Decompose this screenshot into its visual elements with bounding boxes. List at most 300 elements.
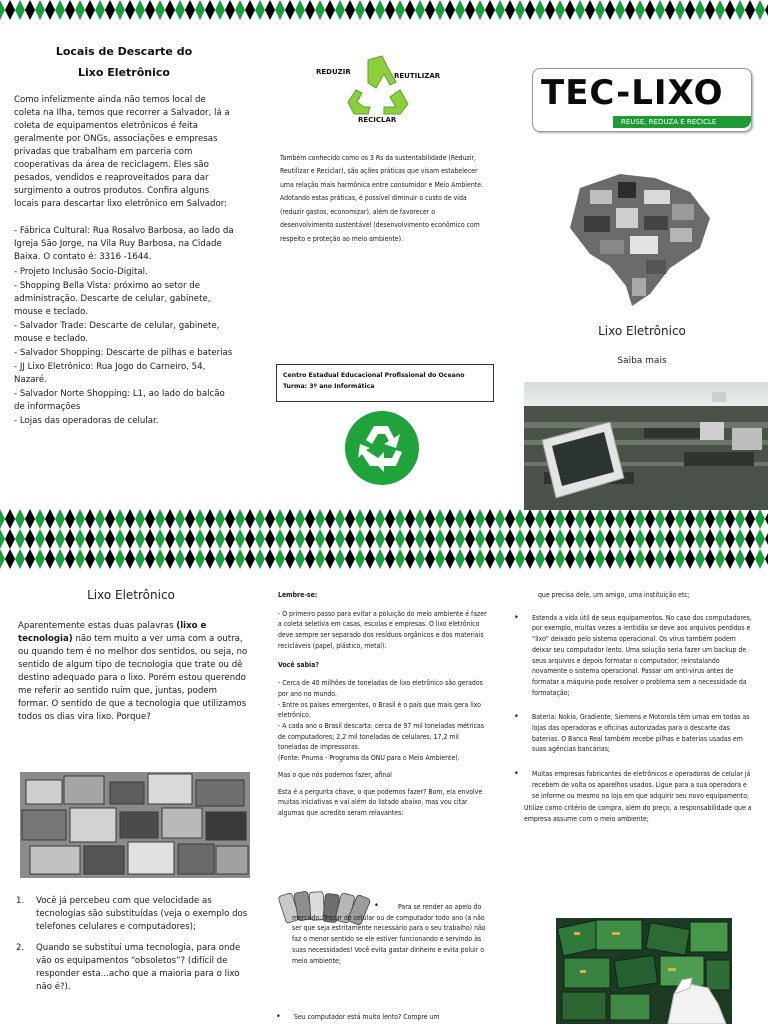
checker-diamond bbox=[685, 509, 695, 529]
checker-diamond bbox=[585, 509, 595, 529]
ewaste-pile-photo bbox=[20, 772, 250, 878]
checker-diamond bbox=[155, 0, 165, 20]
checker-diamond bbox=[295, 0, 305, 20]
checker-diamond bbox=[395, 509, 405, 529]
checker-diamond bbox=[195, 0, 205, 20]
continuation-line: que precisa dele, um amigo, uma instituição etc; bbox=[538, 591, 690, 599]
checker-diamond bbox=[75, 0, 85, 20]
checker-diamond bbox=[415, 0, 425, 20]
checker-diamond bbox=[25, 529, 35, 549]
checker-diamond bbox=[115, 549, 125, 569]
checker-diamond bbox=[155, 549, 165, 569]
checker-diamond bbox=[645, 529, 655, 549]
checker-diamond bbox=[695, 509, 705, 529]
checker-diamond bbox=[445, 529, 455, 549]
checker-diamond bbox=[535, 509, 545, 529]
checker-diamond bbox=[285, 0, 295, 20]
checker-diamond bbox=[295, 529, 305, 549]
checker-diamond bbox=[715, 549, 725, 569]
right-panel-subtitle: Saiba mais bbox=[617, 356, 667, 366]
checker-diamond bbox=[145, 509, 155, 529]
checker-diamond bbox=[285, 529, 295, 549]
checker-diamond bbox=[465, 549, 475, 569]
panel-facts bbox=[278, 590, 490, 819]
checker-diamond bbox=[635, 549, 645, 569]
checker-diamond bbox=[365, 0, 375, 20]
checker-diamond bbox=[405, 0, 415, 20]
checker-diamond bbox=[85, 509, 95, 529]
checker-diamond bbox=[435, 549, 445, 569]
checker-diamond bbox=[35, 549, 45, 569]
checker-diamond bbox=[295, 549, 305, 569]
panel-title: Lixo Eletrônico bbox=[87, 588, 175, 602]
checker-diamond bbox=[165, 0, 175, 20]
checker-diamond bbox=[505, 549, 515, 569]
checker-diamond bbox=[95, 549, 105, 569]
checker-diamond bbox=[645, 0, 655, 20]
checker-diamond bbox=[275, 549, 285, 569]
checker-diamond bbox=[695, 0, 705, 20]
checker-diamond bbox=[745, 549, 755, 569]
ewaste-landfill-photo bbox=[524, 382, 768, 510]
checker-diamond bbox=[75, 509, 85, 529]
checker-diamond bbox=[105, 529, 115, 549]
checker-diamond bbox=[625, 529, 635, 549]
list-item: - Shopping Bella Vista: próximo ao setor de administração. Descarte de celular, gabinete, mouse e teclado. bbox=[14, 280, 211, 317]
checker-diamond bbox=[215, 0, 225, 20]
checker-diamond bbox=[325, 549, 335, 569]
checker-diamond bbox=[635, 0, 645, 20]
list-item: - JJ Lixo Eletrônico: Rua Jogo do Carneiro, 54, Nazaré. bbox=[14, 361, 206, 386]
checker-diamond bbox=[545, 0, 555, 20]
locations-list bbox=[14, 225, 234, 428]
checker-diamond bbox=[715, 529, 725, 549]
checker-diamond bbox=[75, 529, 85, 549]
checker-diamond bbox=[565, 0, 575, 20]
checker-diamond bbox=[655, 0, 665, 20]
checker-diamond bbox=[265, 0, 275, 20]
checker-diamond bbox=[585, 549, 595, 569]
checker-diamond bbox=[155, 509, 165, 529]
checker-diamond bbox=[745, 529, 755, 549]
facts-list bbox=[278, 678, 490, 764]
checker-diamond bbox=[595, 509, 605, 529]
checker-diamond bbox=[15, 549, 25, 569]
checker-diamond bbox=[385, 549, 395, 569]
checker-diamond bbox=[605, 529, 615, 549]
checker-diamond bbox=[255, 529, 265, 549]
checker-diamond bbox=[305, 549, 315, 569]
checker-diamond bbox=[55, 0, 65, 20]
checker-diamond bbox=[5, 549, 15, 569]
checker-diamond bbox=[15, 0, 25, 20]
checker-diamond bbox=[455, 0, 465, 20]
checker-diamond bbox=[575, 549, 585, 569]
checker-diamond bbox=[675, 529, 685, 549]
checker-diamond bbox=[665, 529, 675, 549]
checker-diamond bbox=[485, 549, 495, 569]
checker-band-middle bbox=[0, 509, 768, 569]
bold-keywords: (lixo e tecnologia) bbox=[18, 621, 207, 645]
checker-diamond bbox=[345, 549, 355, 569]
checker-diamond bbox=[655, 509, 665, 529]
checker-diamond bbox=[665, 549, 675, 569]
checker-diamond bbox=[355, 529, 365, 549]
checker-diamond bbox=[265, 529, 275, 549]
checker-diamond bbox=[505, 0, 515, 20]
checker-diamond bbox=[575, 529, 585, 549]
checker-diamond bbox=[325, 529, 335, 549]
checker-diamond bbox=[405, 529, 415, 549]
checker-diamond bbox=[735, 509, 745, 529]
answer-paragraph: Esta é a pergunta chave, o que podemos fazer? Bom, ela envolve muitas iniciativas e vai além do listado abaixo, mas vou citar algumas que acredito seram relavantes: bbox=[278, 787, 483, 817]
checker-diamond bbox=[235, 549, 245, 569]
checker-diamond bbox=[275, 529, 285, 549]
lembre-heading: Lembre-se: bbox=[278, 591, 318, 599]
checker-diamond bbox=[395, 529, 405, 549]
checker-diamond bbox=[25, 509, 35, 529]
checker-diamond bbox=[755, 549, 765, 569]
checker-diamond bbox=[25, 549, 35, 569]
checker-diamond bbox=[605, 509, 615, 529]
checker-diamond bbox=[345, 509, 355, 529]
list-item: - Salvador Norte Shopping: L1, ao lado do balcão de informações bbox=[14, 389, 225, 413]
checker-diamond bbox=[405, 509, 415, 529]
checker-diamond bbox=[55, 509, 65, 529]
checker-diamond bbox=[55, 549, 65, 569]
list-item: - Lojas das operadoras de celular. bbox=[14, 416, 159, 427]
checker-diamond bbox=[325, 0, 335, 20]
checker-diamond bbox=[315, 509, 325, 529]
checker-diamond bbox=[95, 529, 105, 549]
checker-diamond bbox=[615, 0, 625, 20]
questions-list bbox=[16, 895, 250, 1002]
checker-diamond bbox=[225, 549, 235, 569]
checker-diamond bbox=[565, 549, 575, 569]
checker-diamond bbox=[475, 0, 485, 20]
checker-diamond bbox=[675, 549, 685, 569]
checker-diamond bbox=[235, 0, 245, 20]
checker-diamond bbox=[645, 509, 655, 529]
checker-diamond bbox=[255, 0, 265, 20]
checker-diamond bbox=[465, 529, 475, 549]
checker-diamond bbox=[255, 549, 265, 569]
teclixo-logo bbox=[532, 68, 752, 132]
checker-diamond bbox=[345, 0, 355, 20]
checker-diamond bbox=[175, 549, 185, 569]
checker-diamond bbox=[575, 509, 585, 529]
checker-diamond bbox=[555, 0, 565, 20]
list-item: - A cada ano o Brasil descarta: cerca de 97 mil toneladas métricas de computadores; 2,2 mil toneladas de celulares; 17,2 mil toneladas de impressoras. bbox=[278, 722, 485, 752]
checker-diamond bbox=[435, 0, 445, 20]
checker-diamond bbox=[65, 549, 75, 569]
checker-diamond bbox=[0, 509, 5, 529]
checker-diamond bbox=[445, 0, 455, 20]
panel-disposal-locations bbox=[14, 42, 234, 429]
checker-diamond bbox=[45, 0, 55, 20]
checker-diamond bbox=[35, 509, 45, 529]
checker-diamond bbox=[365, 549, 375, 569]
checker-diamond bbox=[475, 549, 485, 569]
three-rs-paragraph: Também conhecido como os 3 Rs da sustentabilidade (Reduzir, Reutilizar e Reciclar), são ações práticas que visam estabelecer uma relação mais harmônica entre consumidor e Meio Ambiente. Adotando estas práticas, é possível diminuir o custo de vida (reduzir gastos, economizar), além de favorecer o desenvolvimento sustentável (desenvolvimento econômico com respeito e proteção ao meio ambiente). bbox=[280, 154, 483, 243]
checker-diamond bbox=[315, 529, 325, 549]
school-name: Centro Estadual Educacional Profissional do Oceano bbox=[283, 372, 465, 379]
checker-diamond bbox=[465, 509, 475, 529]
checker-diamond bbox=[165, 549, 175, 569]
checker-diamond bbox=[675, 0, 685, 20]
checker-diamond bbox=[685, 529, 695, 549]
ewaste-brazil-map-image bbox=[560, 168, 715, 308]
checker-diamond bbox=[745, 0, 755, 20]
checker-diamond bbox=[355, 509, 365, 529]
checker-diamond bbox=[135, 0, 145, 20]
list-item: • Muitas empresas fabricantes de eletrônicos e operadoras de celular já recebem de volta os aparelhos usados. Ligue para a sua operadora e se informe ou mesmo na loja em que adquirir seu novo equipamento; bbox=[510, 769, 754, 801]
checker-diamond bbox=[245, 549, 255, 569]
checker-diamond bbox=[655, 549, 665, 569]
checker-diamond bbox=[125, 529, 135, 549]
checker-diamond bbox=[235, 509, 245, 529]
checker-diamond bbox=[725, 549, 735, 569]
checker-diamond bbox=[335, 509, 345, 529]
checker-diamond bbox=[545, 549, 555, 569]
checker-diamond bbox=[175, 509, 185, 529]
checker-diamond bbox=[615, 549, 625, 569]
intro-paragraph: Aparentemente estas duas palavras (lixo e tecnologia) não tem muito a ver uma com a outra, ou quando tem é no melhor dos sentidos, ou seja, no sentido de algum tipo de tecnologia que trate ou dê destino adequado para o lixo. Porém estou querendo me referir ao sentido ruim que, juntas, podem formar. O sentido de que a tecnologia que utilizamos todos os dias vira lixo. Porque? bbox=[18, 621, 248, 723]
checker-diamond bbox=[215, 549, 225, 569]
checker-diamond bbox=[675, 509, 685, 529]
phones-paragraph: Para se render ao apelo do mercado: Trocar de celular ou de computador todo ano (a não ser que seja estritamente necessário para o seu trabalho) não faz o menor sentido se ele estiver funcionando e servindo às suas necessidades! Você evita gastar dinheiro e evita poluir o meio ambiente; bbox=[292, 903, 486, 965]
checker-diamond bbox=[45, 549, 55, 569]
checker-diamond bbox=[505, 509, 515, 529]
checker-diamond bbox=[435, 509, 445, 529]
checker-diamond bbox=[305, 0, 315, 20]
checker-diamond bbox=[125, 549, 135, 569]
panel-lixo-eletronico-intro bbox=[14, 588, 248, 725]
list-item: (Fonte: Pnuma - Programa da ONU para o Meio Ambiente). bbox=[278, 754, 460, 763]
lembre-paragraph: - O primeiro passo para evitar a poluição do meio ambiente é fazer a coleta seletiva em casas, escolas e empresas. O lixo eletrônico deve sempre ser separado dos resíduos orgânicos e dos materiais recicláveis (papel, plástico, metal). bbox=[278, 609, 487, 650]
checker-diamond bbox=[505, 529, 515, 549]
checker-diamond bbox=[335, 529, 345, 549]
checker-diamond bbox=[705, 529, 715, 549]
checker-diamond bbox=[695, 549, 705, 569]
list-item: • Estenda a vida útil de seus equipamentos. No caso dos computadores, por exemplo, muitas vezes a lentidão se deve aos arquivos perdidos e “lixo” deixado pelo sistema operacional. Os vírus também podem deixar seu computador lento. Uma solução seria fazer um backup de seus arquivos e depois formatar o computador, reinstalando novamente o sistema operacional. Passar um anti-vírus antes de formatar a máquina pode resolver o problema sem a necessidade da formatação; bbox=[510, 613, 754, 699]
checker-diamond bbox=[265, 509, 275, 529]
checker-diamond bbox=[105, 509, 115, 529]
checker-diamond bbox=[735, 549, 745, 569]
checker-diamond bbox=[525, 0, 535, 20]
checker-diamond bbox=[525, 509, 535, 529]
checker-diamond bbox=[755, 529, 765, 549]
checker-diamond bbox=[425, 529, 435, 549]
checker-diamond bbox=[135, 549, 145, 569]
checker-diamond bbox=[495, 0, 505, 20]
checker-diamond bbox=[405, 549, 415, 569]
checker-diamond bbox=[705, 549, 715, 569]
checker-diamond bbox=[575, 0, 585, 20]
checker-diamond bbox=[125, 509, 135, 529]
checker-diamond bbox=[635, 509, 645, 529]
school-info-box bbox=[276, 364, 494, 402]
checker-diamond bbox=[475, 529, 485, 549]
checker-diamond bbox=[85, 0, 95, 20]
checker-diamond bbox=[655, 529, 665, 549]
recycle-circle-icon bbox=[344, 410, 420, 486]
list-item: • Bateria: Nokia, Gradiente, Siemens e Motorola têm urnas em todas as lojas das operadoras e oficinas autorizadas para o descarte das baterias. O Banco Real também recebe pilhas e baterias usadas em suas agências bancárias; bbox=[510, 712, 754, 755]
checker-diamond bbox=[515, 549, 525, 569]
checker-diamond bbox=[525, 549, 535, 569]
phones-bullet: • Para se render ao apelo do mercado: Trocar de celular ou de computador todo ano (a não ser que seja estritamente necessário para o seu trabalho) não faz o menor sentido se ele estiver funcionando e servindo às suas necessidades! Você evita gastar dinheiro e evita poluir o meio ambiente; bbox=[292, 902, 488, 966]
checker-diamond bbox=[555, 509, 565, 529]
checker-diamond bbox=[415, 509, 425, 529]
checker-diamond bbox=[65, 529, 75, 549]
checker-diamond bbox=[485, 509, 495, 529]
checker-diamond bbox=[55, 529, 65, 549]
checker-diamond bbox=[165, 529, 175, 549]
checker-diamond bbox=[495, 549, 505, 569]
checker-diamond bbox=[375, 509, 385, 529]
checker-diamond bbox=[315, 549, 325, 569]
checker-diamond bbox=[565, 529, 575, 549]
checker-diamond bbox=[0, 0, 5, 20]
checker-diamond bbox=[585, 0, 595, 20]
checker-diamond bbox=[285, 549, 295, 569]
checker-diamond bbox=[255, 509, 265, 529]
list-item: - Cerca de 40 milhões de toneladas de lixo eletrônico são gerados por ano no mundo. bbox=[278, 679, 483, 698]
checker-diamond bbox=[305, 529, 315, 549]
checker-diamond bbox=[515, 0, 525, 20]
checker-diamond bbox=[35, 0, 45, 20]
checker-diamond bbox=[445, 509, 455, 529]
checker-diamond bbox=[275, 0, 285, 20]
checker-diamond bbox=[725, 509, 735, 529]
checker-diamond bbox=[235, 529, 245, 549]
checker-diamond bbox=[385, 509, 395, 529]
checker-diamond bbox=[285, 509, 295, 529]
checker-diamond bbox=[725, 529, 735, 549]
checker-diamond bbox=[25, 0, 35, 20]
checker-diamond bbox=[585, 529, 595, 549]
checker-diamond bbox=[635, 529, 645, 549]
checker-diamond bbox=[275, 509, 285, 529]
checker-diamond bbox=[355, 0, 365, 20]
checker-diamond bbox=[515, 529, 525, 549]
checker-diamond bbox=[595, 0, 605, 20]
class-name: Turma: 3º ano Informática bbox=[283, 383, 375, 391]
checker-diamond bbox=[15, 529, 25, 549]
checker-band-top bbox=[0, 0, 768, 30]
checker-diamond bbox=[395, 0, 405, 20]
right-panel-title: Lixo Eletrônico bbox=[598, 324, 686, 338]
checker-diamond bbox=[65, 509, 75, 529]
question-line: Mas o que nós podemos fazer, afinal bbox=[278, 770, 392, 779]
checker-diamond bbox=[375, 0, 385, 20]
checker-diamond bbox=[615, 509, 625, 529]
checker-diamond bbox=[185, 529, 195, 549]
checker-diamond bbox=[215, 509, 225, 529]
checker-diamond bbox=[615, 529, 625, 549]
checker-diamond bbox=[355, 549, 365, 569]
checker-diamond bbox=[415, 529, 425, 549]
checker-diamond bbox=[455, 529, 465, 549]
checker-diamond bbox=[415, 549, 425, 569]
checker-diamond bbox=[95, 0, 105, 20]
checker-diamond bbox=[485, 0, 495, 20]
checker-diamond bbox=[645, 549, 655, 569]
checker-diamond bbox=[535, 529, 545, 549]
checker-diamond bbox=[5, 529, 15, 549]
checker-diamond bbox=[595, 549, 605, 569]
checker-diamond bbox=[705, 0, 715, 20]
checker-diamond bbox=[0, 549, 5, 569]
checker-diamond bbox=[715, 509, 725, 529]
checker-diamond bbox=[45, 529, 55, 549]
checker-diamond bbox=[105, 0, 115, 20]
checker-diamond bbox=[215, 529, 225, 549]
checker-diamond bbox=[425, 509, 435, 529]
checker-diamond bbox=[195, 509, 205, 529]
checker-diamond bbox=[265, 549, 275, 569]
checker-diamond bbox=[755, 0, 765, 20]
checker-diamond bbox=[205, 549, 215, 569]
checker-diamond bbox=[475, 509, 485, 529]
checker-diamond bbox=[175, 0, 185, 20]
checker-diamond bbox=[455, 549, 465, 569]
checker-diamond bbox=[605, 549, 615, 569]
checker-diamond bbox=[125, 0, 135, 20]
checker-diamond bbox=[555, 529, 565, 549]
checker-diamond bbox=[5, 0, 15, 20]
checker-diamond bbox=[745, 509, 755, 529]
reduzir-label: REDUZIR bbox=[316, 68, 351, 76]
logo-tagline: REUSE, REDUZA E RECICLE bbox=[613, 116, 751, 128]
list-item: 1. Você já percebeu com que velocidade as tecnologias são substituídas (veja o exemplo dos telefones celulares e computadores); bbox=[16, 896, 248, 933]
checker-diamond bbox=[115, 509, 125, 529]
checker-diamond bbox=[525, 529, 535, 549]
checker-diamond bbox=[425, 549, 435, 569]
checker-diamond bbox=[485, 529, 495, 549]
checker-diamond bbox=[365, 509, 375, 529]
checker-diamond bbox=[135, 509, 145, 529]
checker-diamond bbox=[225, 0, 235, 20]
checker-diamond bbox=[465, 0, 475, 20]
checker-diamond bbox=[705, 509, 715, 529]
checker-diamond bbox=[225, 509, 235, 529]
reutilizar-label: REUTILIZAR bbox=[394, 72, 441, 80]
checker-diamond bbox=[535, 0, 545, 20]
checker-diamond bbox=[145, 0, 155, 20]
sabia-heading: Você sabia? bbox=[278, 660, 319, 669]
checker-diamond bbox=[735, 529, 745, 549]
checker-diamond bbox=[145, 529, 155, 549]
checker-diamond bbox=[115, 0, 125, 20]
checker-diamond bbox=[335, 0, 345, 20]
checker-diamond bbox=[375, 549, 385, 569]
checker-diamond bbox=[75, 549, 85, 569]
list-item: - Fábrica Cultural: Rua Rosalvo Barbosa, ao lado da Igreja São Jorge, na Vila Ruy Barbosa, na Cidade Baixa. O contato é: 3316 -1644. bbox=[14, 226, 234, 263]
closing-paragraph: Utilize como critério de compra, além do preço, a responsabilidade que a empresa assume com o meio ambiente; bbox=[524, 804, 752, 823]
checker-diamond bbox=[555, 549, 565, 569]
checker-diamond bbox=[515, 509, 525, 529]
checker-diamond bbox=[195, 549, 205, 569]
checker-diamond bbox=[535, 549, 545, 569]
recycle-3r-graphic bbox=[310, 50, 450, 132]
checker-diamond bbox=[455, 509, 465, 529]
checker-diamond bbox=[435, 529, 445, 549]
checker-diamond bbox=[625, 0, 635, 20]
checker-diamond bbox=[685, 0, 695, 20]
panel-title: Locais de Descarte do Lixo Eletrônico bbox=[55, 45, 193, 79]
checker-diamond bbox=[205, 529, 215, 549]
